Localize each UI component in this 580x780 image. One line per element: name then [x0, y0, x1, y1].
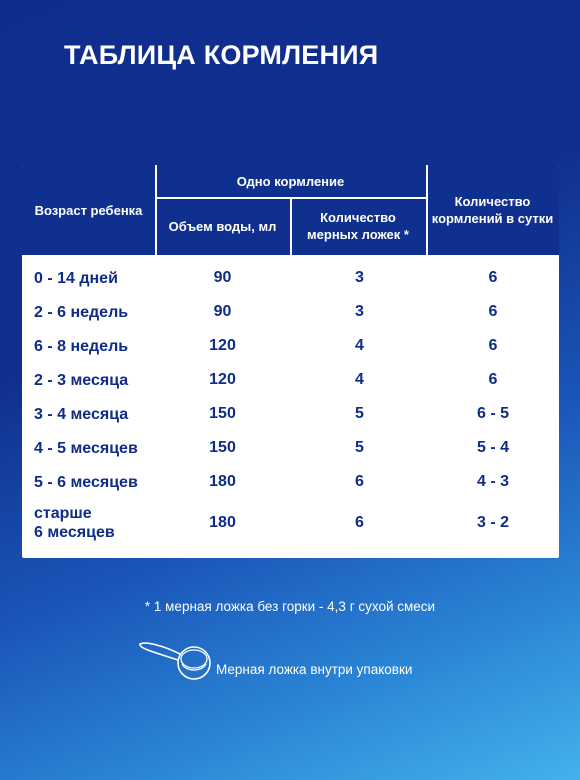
table-row — [22, 363, 559, 397]
measuring-spoon-icon — [136, 636, 216, 690]
table-header — [22, 165, 559, 255]
cell-spoons: 4 — [355, 337, 364, 354]
table-row — [22, 295, 559, 329]
header-single-feeding: Одно кормление — [236, 173, 345, 189]
cell-feedings: 5 - 4 — [476, 439, 509, 456]
header-water-volume: Объем воды, мл — [168, 218, 277, 234]
spoon-note: Мерная ложка внутри упаковки — [216, 662, 413, 677]
header-age: Возраст ребенка — [34, 202, 143, 218]
cell-volume: 150 — [209, 439, 236, 456]
cell-volume: 90 — [213, 303, 232, 320]
cell-spoons: 6 — [355, 514, 364, 531]
cell-age: 3 - 4 месяца — [34, 405, 129, 423]
cell-feedings: 4 - 3 — [476, 473, 509, 490]
header-divider — [426, 165, 428, 255]
cell-volume: 120 — [209, 337, 236, 354]
header-feedings-per-day: Количество кормлений в сутки — [431, 194, 554, 226]
cell-spoons: 6 — [355, 473, 364, 490]
cell-volume: 180 — [209, 514, 236, 531]
page-title: ТАБЛИЦА КОРМЛЕНИЯ — [64, 40, 379, 70]
cell-volume: 180 — [209, 473, 236, 490]
cell-volume: 150 — [209, 405, 236, 422]
cell-spoons: 5 — [355, 439, 364, 456]
header-divider — [155, 165, 157, 255]
header-divider — [155, 197, 426, 199]
footnote: * 1 мерная ложка без горки - 4,3 г сухой смеси — [144, 599, 436, 614]
cell-feedings: 6 — [488, 269, 498, 286]
cell-age: 2 - 3 месяца — [34, 371, 129, 389]
cell-spoons: 3 — [355, 303, 364, 320]
cell-feedings: 6 — [488, 337, 498, 354]
table-row — [22, 261, 559, 295]
cell-age: 4 - 5 месяцев — [34, 439, 138, 457]
header-spoons: Количество мерных ложек * — [307, 210, 409, 242]
table-row — [22, 431, 559, 465]
table-row — [22, 465, 559, 499]
cell-age: 5 - 6 месяцев — [34, 473, 138, 491]
table-row — [22, 397, 559, 431]
cell-age: старше 6 месяцев — [34, 505, 115, 541]
cell-volume: 120 — [209, 371, 236, 388]
cell-volume: 90 — [213, 269, 232, 286]
cell-spoons: 3 — [355, 269, 364, 286]
table-row — [22, 501, 559, 545]
cell-feedings: 6 — [488, 371, 498, 388]
cell-age: 2 - 6 недель — [34, 303, 129, 321]
feeding-table — [22, 165, 559, 558]
cell-age: 6 - 8 недель — [34, 337, 129, 355]
cell-age: 0 - 14 дней — [34, 269, 118, 287]
cell-feedings: 6 — [488, 303, 498, 320]
cell-spoons: 5 — [355, 405, 364, 422]
header-divider — [290, 197, 292, 255]
table-row — [22, 329, 559, 363]
cell-feedings: 3 - 2 — [476, 514, 509, 531]
cell-feedings: 6 - 5 — [476, 405, 509, 422]
cell-spoons: 4 — [355, 371, 364, 388]
